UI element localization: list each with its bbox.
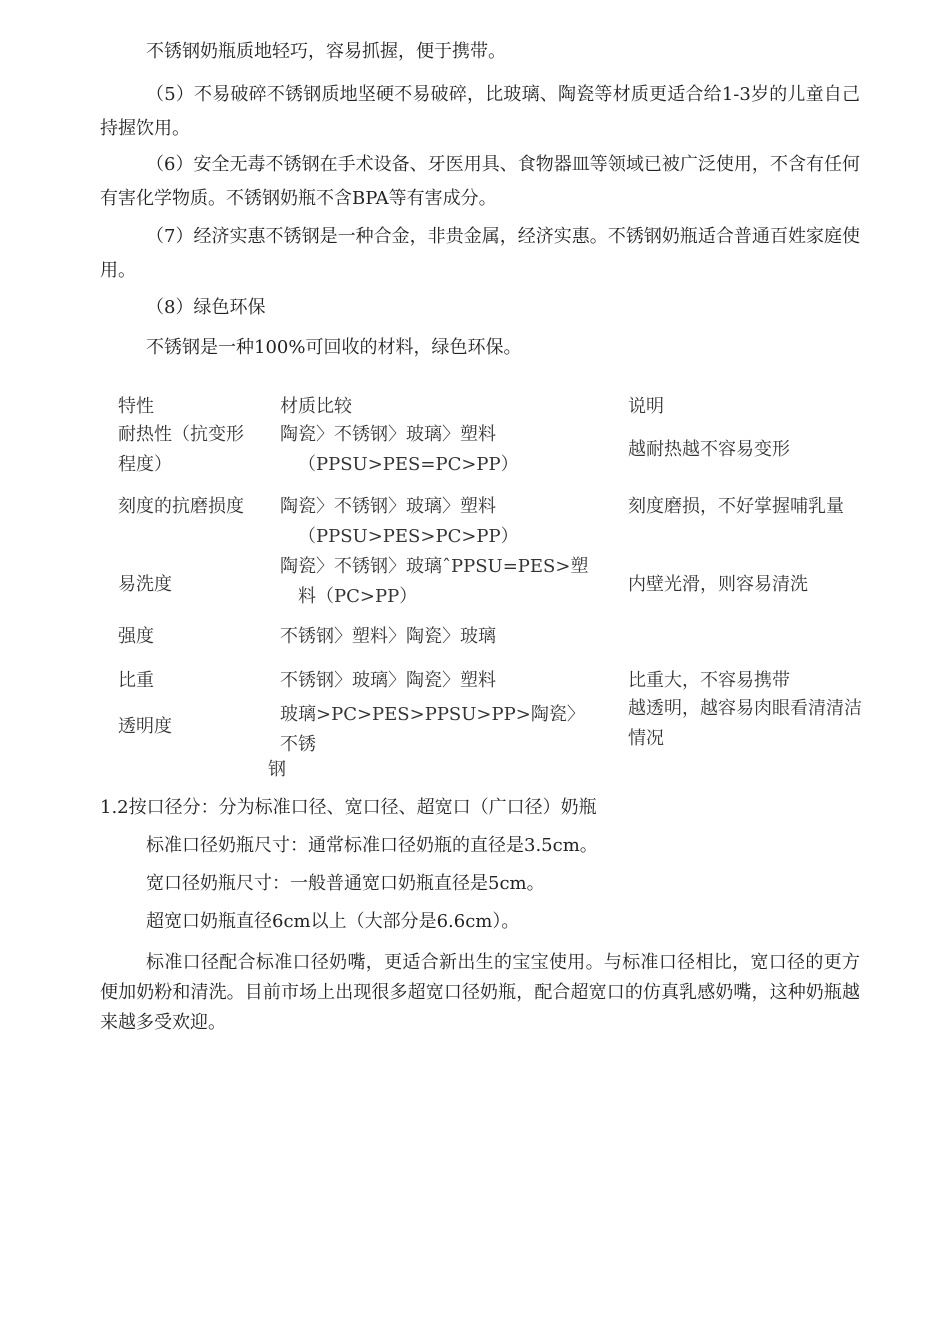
paragraph-economical: （7）经济实惠不锈钢是一种合金，非贵金属，经济实惠。不锈钢奶瓶适合普通百姓家庭使用。 <box>100 226 860 281</box>
comparison-line: 料（PC>PP） <box>298 586 418 607</box>
paragraph-unbreakable: （5）不易破碎不锈钢质地坚硬不易破碎，比玻璃、陶瓷等材质更适合给1-3岁的儿童自己持握饮用。 <box>100 84 860 139</box>
paragraph-summary: 标准口径配合标准口径奶嘴，更适合新出生的宝宝使用。与标准口径相比，宽口径的更方便加奶粉和清洗。目前市场上出现很多超宽口径奶瓶，配合超宽口的仿真乳感奶嘴，这种奶瓶越来越多受欢迎。 <box>100 952 860 1033</box>
row-property: 比重 <box>118 670 154 691</box>
comparison-line: （PPSU>PES>PC>PP） <box>298 526 519 547</box>
header-property: 特性 <box>118 396 154 417</box>
row-comparison <box>268 700 600 780</box>
comparison-line: 陶瓷〉不锈钢〉玻璃〉塑料 <box>280 496 496 517</box>
row-comparison <box>280 552 600 612</box>
comparison-line: 陶瓷〉不锈钢〉玻璃〉塑料 <box>280 424 496 445</box>
row-note: 比重大，不容易携带 <box>628 670 790 691</box>
row-property: 强度 <box>118 626 154 647</box>
comparison-line: 陶瓷〉不锈钢〉玻璃ˆPPSU=PES>塑 <box>280 556 589 577</box>
row-property: 易洗度 <box>118 574 172 595</box>
header-comparison: 材质比较 <box>280 396 352 417</box>
row-comparison: 不锈钢〉玻璃〉陶瓷〉塑料 <box>280 670 496 691</box>
paragraph-extra-wide-size: 超宽口奶瓶直径6cm以上（大部分是6.6cm）。 <box>146 911 520 932</box>
row-note: 越耐热越不容易变形 <box>628 439 790 460</box>
header-note: 说明 <box>628 396 664 417</box>
row-comparison <box>280 420 600 480</box>
comparison-line: 钢 <box>268 759 286 780</box>
paragraph-lightweight: 不锈钢奶瓶质地轻巧，容易抓握，便于携带。 <box>146 41 506 62</box>
row-property: 刻度的抗磨损度 <box>118 496 244 517</box>
row-property: 透明度 <box>118 716 172 737</box>
paragraph-eco-text: 不锈钢是一种100%可回收的材料，绿色环保。 <box>146 337 522 358</box>
row-note: 刻度磨损，不好掌握哺乳量 <box>628 496 844 517</box>
row-property: 耐热性（抗变形程度） <box>118 424 244 475</box>
section-heading: 1.2按口径分：分为标准口径、宽口径、超宽口（广口径）奶瓶 <box>100 797 597 818</box>
paragraph-nontoxic: （6）安全无毒不锈钢在手术设备、牙医用具、食物器皿等领域已被广泛使用，不含有任何有害化学物质。不锈钢奶瓶不含BPA等有害成分。 <box>100 154 860 209</box>
row-note: 内壁光滑，则容易清洗 <box>628 574 808 595</box>
row-comparison: 不锈钢〉塑料〉陶瓷〉玻璃 <box>280 626 496 647</box>
paragraph-standard-size: 标准口径奶瓶尺寸：通常标准口径奶瓶的直径是3.5cm。 <box>146 835 598 856</box>
paragraph-eco-heading: （8）绿色环保 <box>146 297 266 318</box>
row-note: 越透明，越容易肉眼看清清洁情况 <box>628 698 862 749</box>
paragraph-wide-size: 宽口径奶瓶尺寸：一般普通宽口奶瓶直径是5cm。 <box>146 873 545 894</box>
comparison-line: 玻璃>PC>PES>PPSU>PP>陶瓷〉不锈 <box>280 704 585 755</box>
comparison-line: （PPSU>PES=PC>PP） <box>298 454 519 475</box>
row-comparison <box>280 492 600 552</box>
